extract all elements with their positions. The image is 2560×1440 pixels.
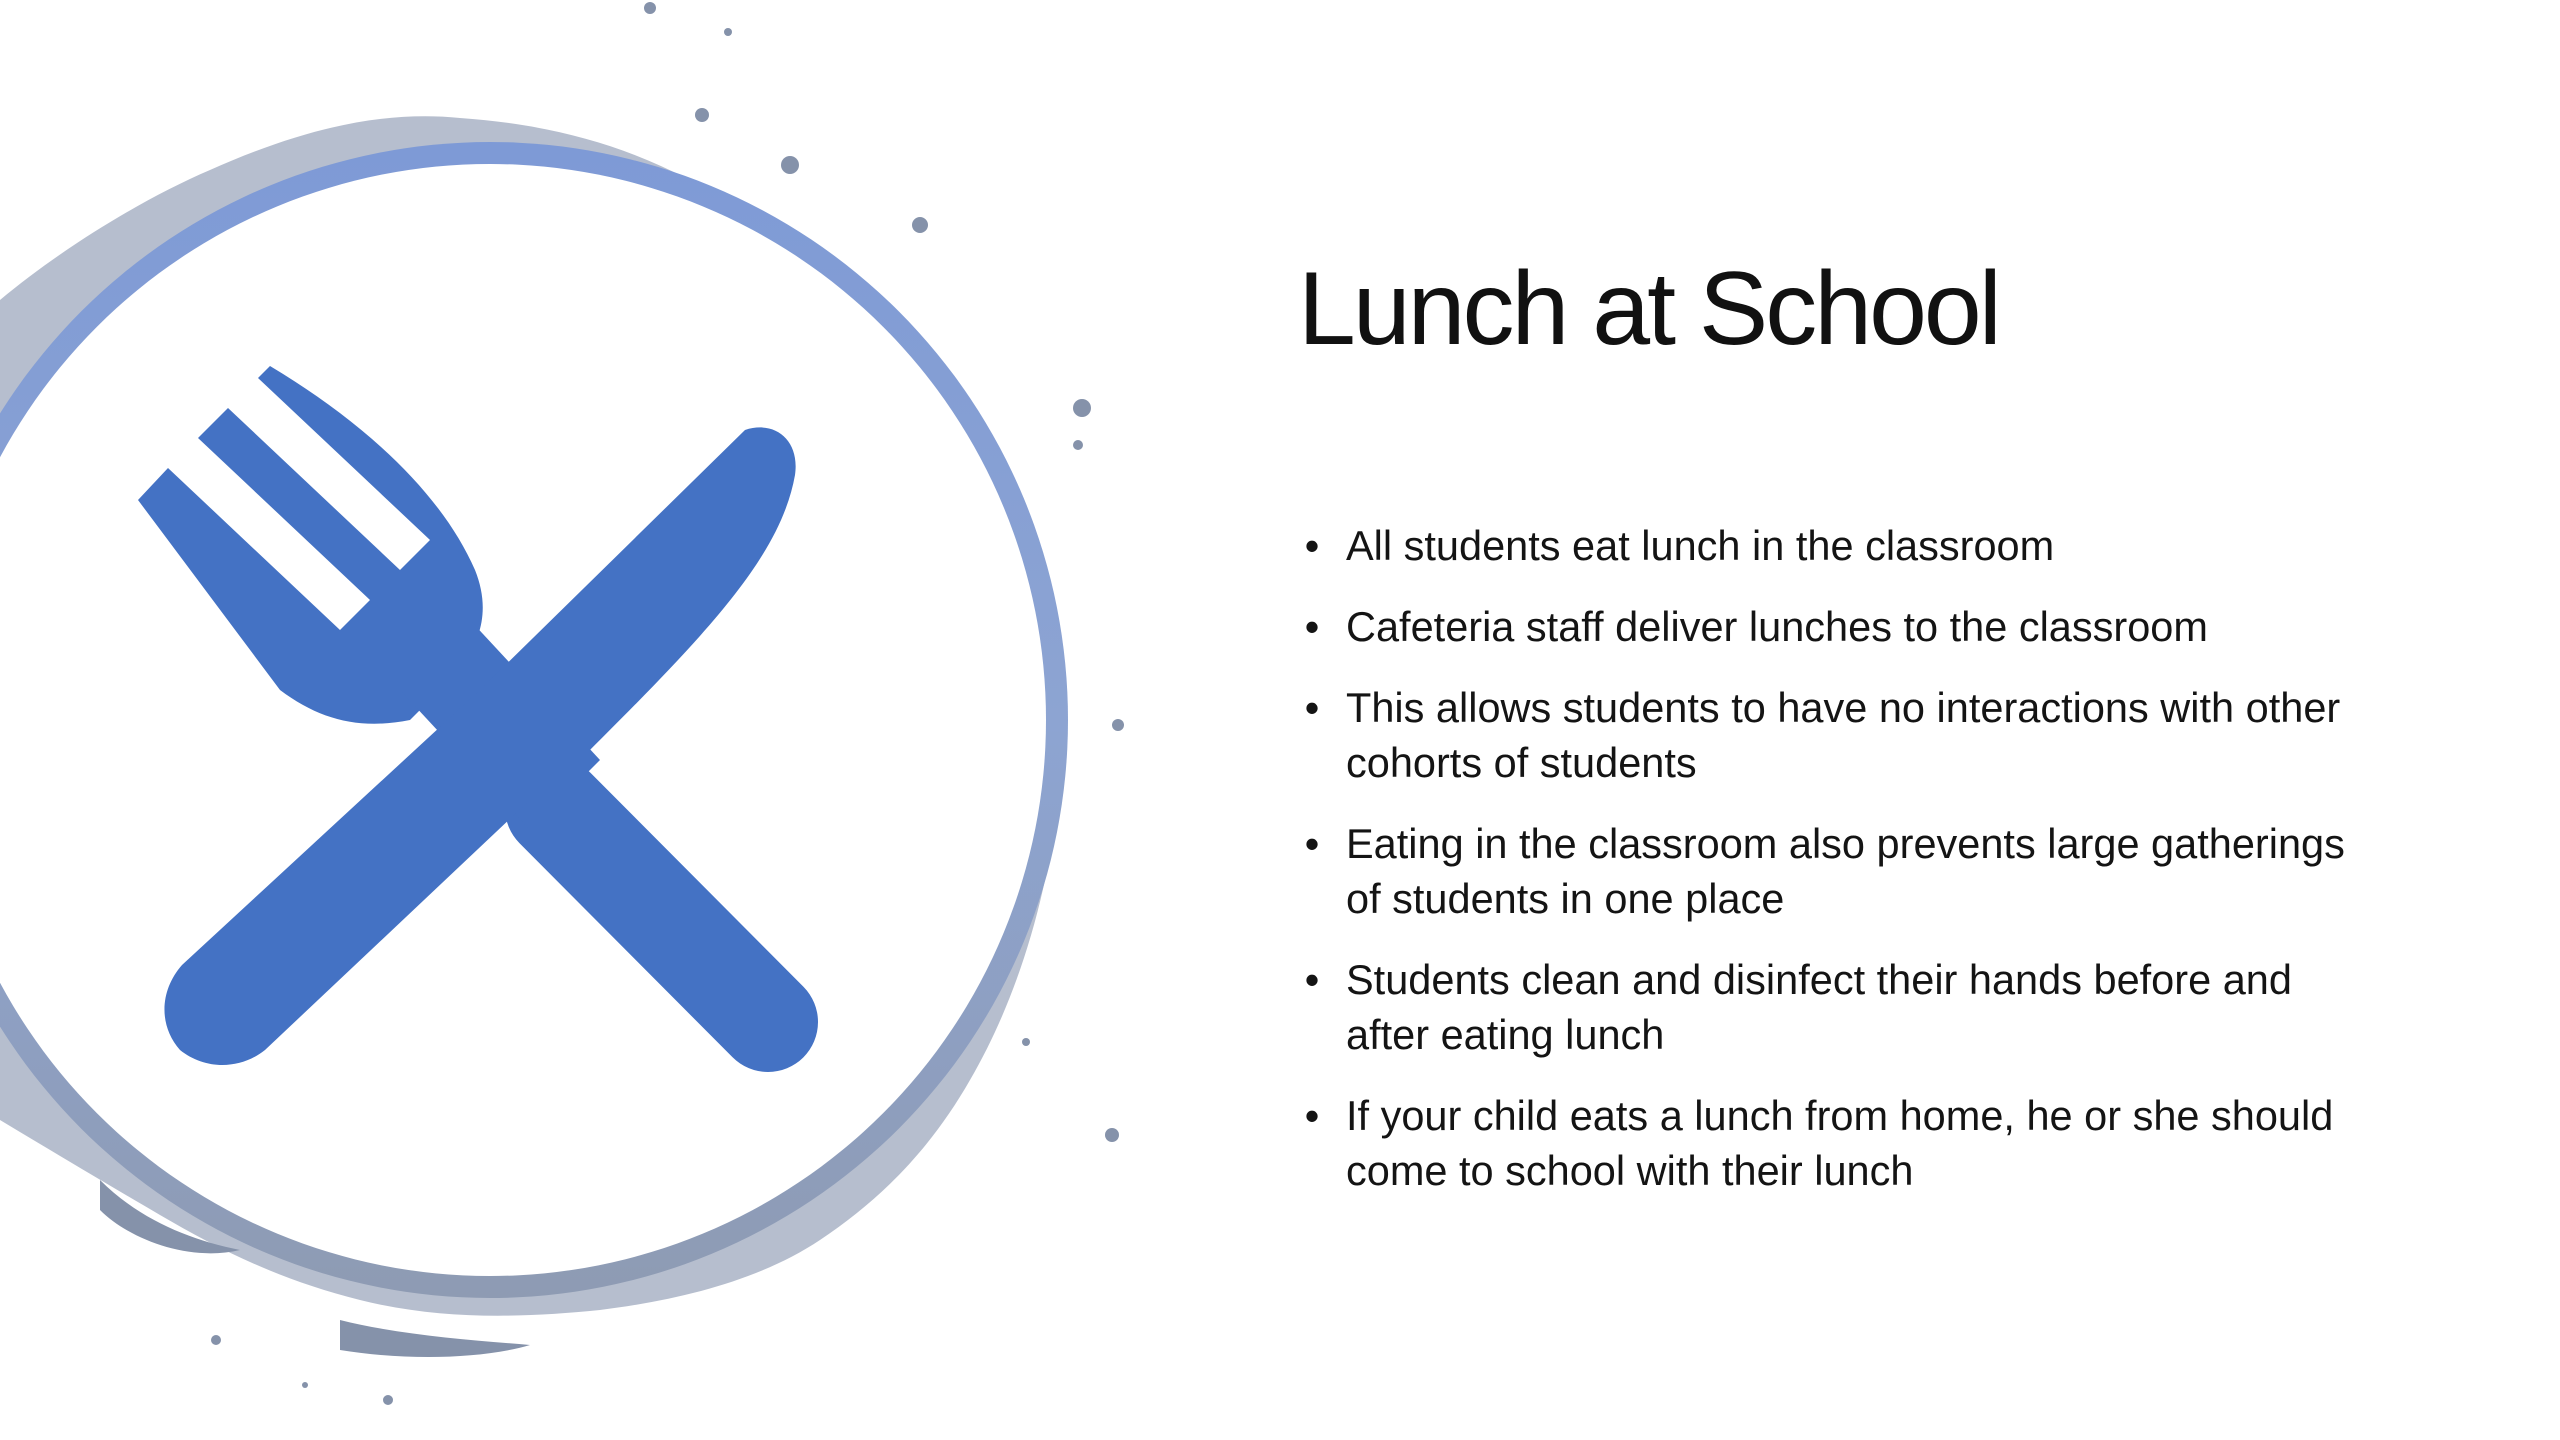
bullet-text: Students clean and disinfect their hands before and after eating lunch — [1346, 956, 2292, 1058]
bullet-text: If your child eats a lunch from home, he or she should come to school with their lunch — [1346, 1092, 2334, 1194]
bullet-marker: • — [1304, 603, 1320, 650]
bullet-text: Eating in the classroom also prevents large gatherings of students in one place — [1346, 820, 2345, 922]
bullet-text: All students eat lunch in the classroom — [1346, 522, 2055, 569]
plate-illustration — [0, 0, 1200, 1440]
bullet-item — [1298, 599, 2348, 654]
bullet-text: Cafeteria staff deliver lunches to the classroom — [1346, 603, 2208, 650]
bullet-text: This allows students to have no interactions with other cohorts of students — [1346, 684, 2341, 786]
slide-title: Lunch at School — [1298, 251, 1999, 367]
bullet-marker: • — [1304, 522, 1320, 569]
bullet-marker: • — [1304, 820, 1320, 867]
bullet-item — [1298, 952, 2348, 1062]
bullet-item — [1298, 518, 2348, 573]
bullet-list — [1298, 518, 2348, 1224]
bullet-marker: • — [1304, 1092, 1320, 1139]
bullet-item — [1298, 816, 2348, 926]
bullet-item — [1298, 1088, 2348, 1198]
bullet-marker: • — [1304, 684, 1320, 731]
bullet-item — [1298, 680, 2348, 790]
bullet-marker: • — [1304, 956, 1320, 1003]
